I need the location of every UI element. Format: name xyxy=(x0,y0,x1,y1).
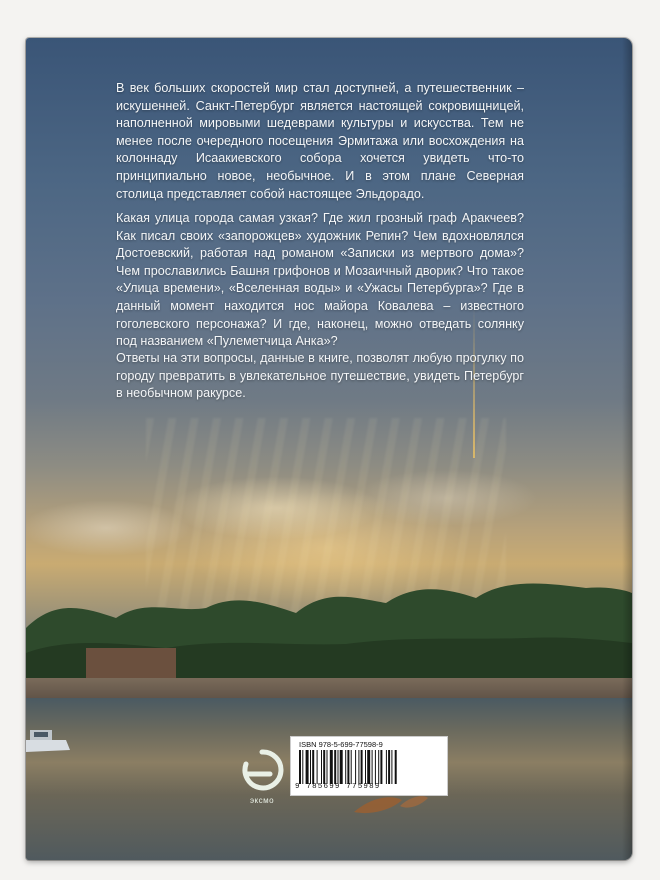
barcode-bar xyxy=(330,750,333,784)
barcode-bar xyxy=(388,750,390,784)
barcode-bar xyxy=(317,750,318,784)
barcode-icon xyxy=(299,750,437,784)
description-paragraph-1: В век больших скоростей мир стал доступней, а путешественник – искушенней. Санкт-Петербург является настоящей сокровищницей, наполненной мировыми шедеврами культуры и искусства. Тем не менее после очередного посещения Эрмитажа или восхождения на колоннаду Исаакиевского собора хочется увидеть что-то принципиально новое, необычное. И в этом плане Северная столица представляет собой настоящее Эльдорадо. xyxy=(116,81,524,201)
book-back-cover xyxy=(26,38,632,860)
barcode-bar xyxy=(367,750,370,784)
publisher-logo-text: эксмо xyxy=(249,796,275,805)
isbn-text: ISBN 978-5-699-77598-9 xyxy=(299,740,383,749)
barcode-bar xyxy=(312,750,314,784)
barcode-bar xyxy=(378,750,379,784)
price-sticker-residue xyxy=(350,786,430,822)
barcode-bar xyxy=(372,750,373,784)
barcode-bar xyxy=(340,750,343,784)
barcode-bar xyxy=(310,750,311,784)
barcode-bar xyxy=(358,750,359,784)
barcode-bar xyxy=(323,750,325,784)
boat xyxy=(26,716,70,758)
barcode-bar xyxy=(334,750,336,784)
barcode-bar xyxy=(361,750,363,784)
barcode-bar xyxy=(386,750,387,784)
barcode-bar xyxy=(321,750,322,784)
barcode-bar xyxy=(375,750,376,784)
barcode-number: 9 785699 775989 xyxy=(295,783,381,791)
eksmo-logo-icon xyxy=(236,744,288,804)
barcode-bar xyxy=(347,750,349,784)
barcode-bar xyxy=(391,750,392,784)
barcode-bar xyxy=(395,750,397,784)
description-paragraph-2: Какая улица города самая узкая? Где жил грозный граф Аракчеев? Как писал своих «запорожцев» художник Репин? Чем вдохновлялся Достоевский, работая над романом «Записки из мертвого дома»? Чем прославились Башня грифонов и Мозаичный дворик? Что такое «Улица времени», «Вселенная воды» и «Ужасы Петербурга»? Где в данный момент находится нос майора Ковалева – известного гоголевского персонажа? И где, наконец, можно отведать солянку под названием «Пулеметчица Анка»? xyxy=(116,211,524,349)
barcode-bar xyxy=(380,750,382,784)
barcode-bar xyxy=(302,750,303,784)
barcode-bar xyxy=(306,750,309,784)
barcode-bar xyxy=(351,750,352,784)
barcode-bar xyxy=(299,750,301,784)
barcode-bar xyxy=(338,750,339,784)
cover-edge-shadow xyxy=(622,38,632,860)
barcode-bar xyxy=(345,750,346,784)
barcode-bar xyxy=(327,750,328,784)
description-paragraph-3: Ответы на эти вопросы, данные в книге, позволят любую прогулку по городу превратить в увлекательное путешествие, увидеть Петербург в необычном ракурсе. xyxy=(116,351,524,401)
barcode-bar xyxy=(355,750,356,784)
barcode-bar xyxy=(365,750,366,784)
